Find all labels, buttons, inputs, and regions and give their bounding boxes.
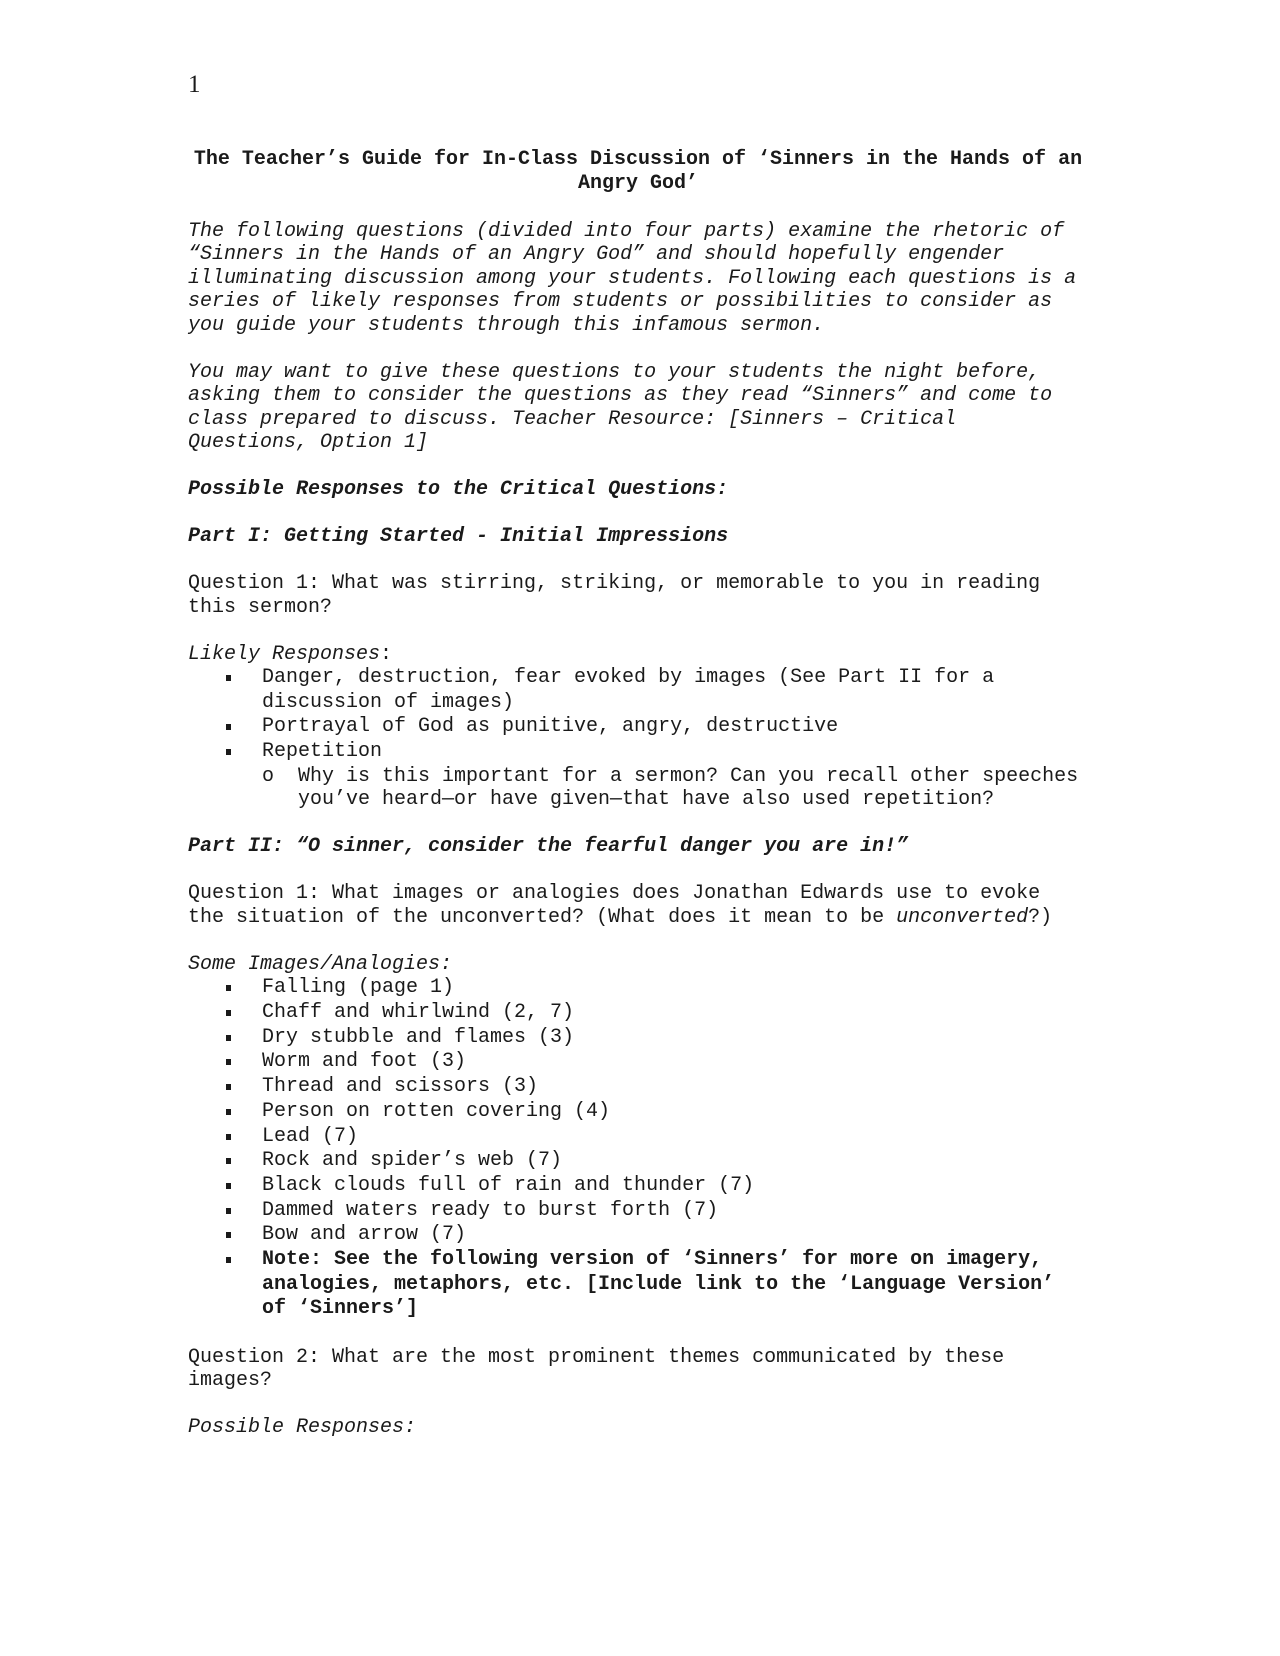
images-list <box>188 976 1088 1322</box>
list-item <box>188 1199 1088 1224</box>
list-item-text: Rock and spider’s web (7) <box>262 1149 563 1173</box>
part2-question1 <box>188 882 1088 929</box>
list-item-text: Black clouds full of rain and thunder (7) <box>262 1173 755 1197</box>
responses-heading: Possible Responses to the Critical Questions: <box>188 478 729 501</box>
likely-responses-list <box>188 666 1088 812</box>
list-item-text: Chaff and whirlwind (2, 7) <box>262 1001 575 1025</box>
likely-responses-label <box>188 643 1088 667</box>
list-item <box>188 740 1088 812</box>
possible-responses-label: Possible Responses: <box>188 1416 417 1440</box>
list-item-text: Person on rotten covering (4) <box>262 1099 611 1123</box>
list-item <box>188 1001 1088 1026</box>
page-number: 1 <box>188 71 201 98</box>
document-body <box>188 148 1088 1440</box>
likely-responses-text: Likely Responses <box>188 642 381 666</box>
sub-list <box>262 765 1088 812</box>
list-item <box>188 1075 1088 1100</box>
list-item <box>188 1223 1088 1248</box>
list-item-text: Worm and foot (3) <box>262 1050 467 1074</box>
circle-bullet: o <box>262 764 275 788</box>
document-title: The Teacher’s Guide for In-Class Discussion of ‘Sinners in the Hands of an Angry God’ <box>193 148 1083 195</box>
likely-responses-colon: : <box>380 642 393 666</box>
note-item <box>188 1248 1088 1322</box>
part2-question1-text: Question 1: What images or analogies does Jonathan Edwards use to evoke the situation of the unconverted? (What does it mean to be <box>188 882 1041 929</box>
part1-heading: Part I: Getting Started - Initial Impressions <box>188 525 729 548</box>
list-item-text: Portrayal of God as punitive, angry, destructive <box>262 715 839 739</box>
part2-heading: Part II: “O sinner, consider the fearful danger you are in!” <box>188 835 909 859</box>
list-item <box>188 1050 1088 1075</box>
list-item <box>188 666 1088 715</box>
intro-paragraph-1: The following questions (divided into four parts) examine the rhetoric of “Sinners in the Hands of an Angry God” and should hopefully engender illuminating discussion among your students. Following each questions is a series of likely responses from students or possibilities to consider as you guide your students through this infamous sermon. <box>188 219 1077 337</box>
list-item-text: Danger, destruction, fear evoked by images (See Part II for a discussion of images) <box>262 666 995 714</box>
images-label: Some Images/Analogies: <box>188 952 453 976</box>
list-item <box>188 1149 1088 1174</box>
part1-question1: Question 1: What was stirring, striking, or memorable to you in reading this sermon? <box>188 572 1041 619</box>
part2-question1-end: ?) <box>1028 905 1053 929</box>
list-item <box>188 715 1088 740</box>
list-item-text: Bow and arrow (7) <box>262 1223 467 1247</box>
part2-question1-emphasis: unconverted <box>896 905 1029 929</box>
list-item <box>188 1125 1088 1150</box>
list-item <box>188 1174 1088 1199</box>
list-item-text: Repetition <box>262 740 383 764</box>
list-item-text: Dammed waters ready to burst forth (7) <box>262 1198 719 1222</box>
list-item-text: Lead (7) <box>262 1124 359 1148</box>
list-item <box>188 1100 1088 1125</box>
list-item-text: Falling (page 1) <box>262 976 455 1000</box>
sub-list-item <box>262 765 1088 812</box>
note-text: Note: See the following version of ‘Sinners’ for more on imagery, analogies, metaphors, etc. [Include link to the ‘Language Version’ of ‘Sinners’] <box>262 1248 1055 1321</box>
list-item <box>188 976 1088 1001</box>
part2-question2: Question 2: What are the most prominent themes communicated by these images? <box>188 1345 1005 1393</box>
list-item-text: Thread and scissors (3) <box>262 1075 539 1099</box>
intro-paragraph-2: You may want to give these questions to your students the night before, asking them to consider the questions as they read “Sinners” and come to class prepared to discuss. Teacher Resource: [Sinners – Critical Questions, Option 1] <box>188 360 1053 454</box>
list-item-text: Dry stubble and flames (3) <box>262 1025 575 1049</box>
sub-list-item-text: Why is this important for a sermon? Can you recall other speeches you’ve heard—or have given—that have also used repetition? <box>298 764 1079 812</box>
list-item <box>188 1026 1088 1051</box>
